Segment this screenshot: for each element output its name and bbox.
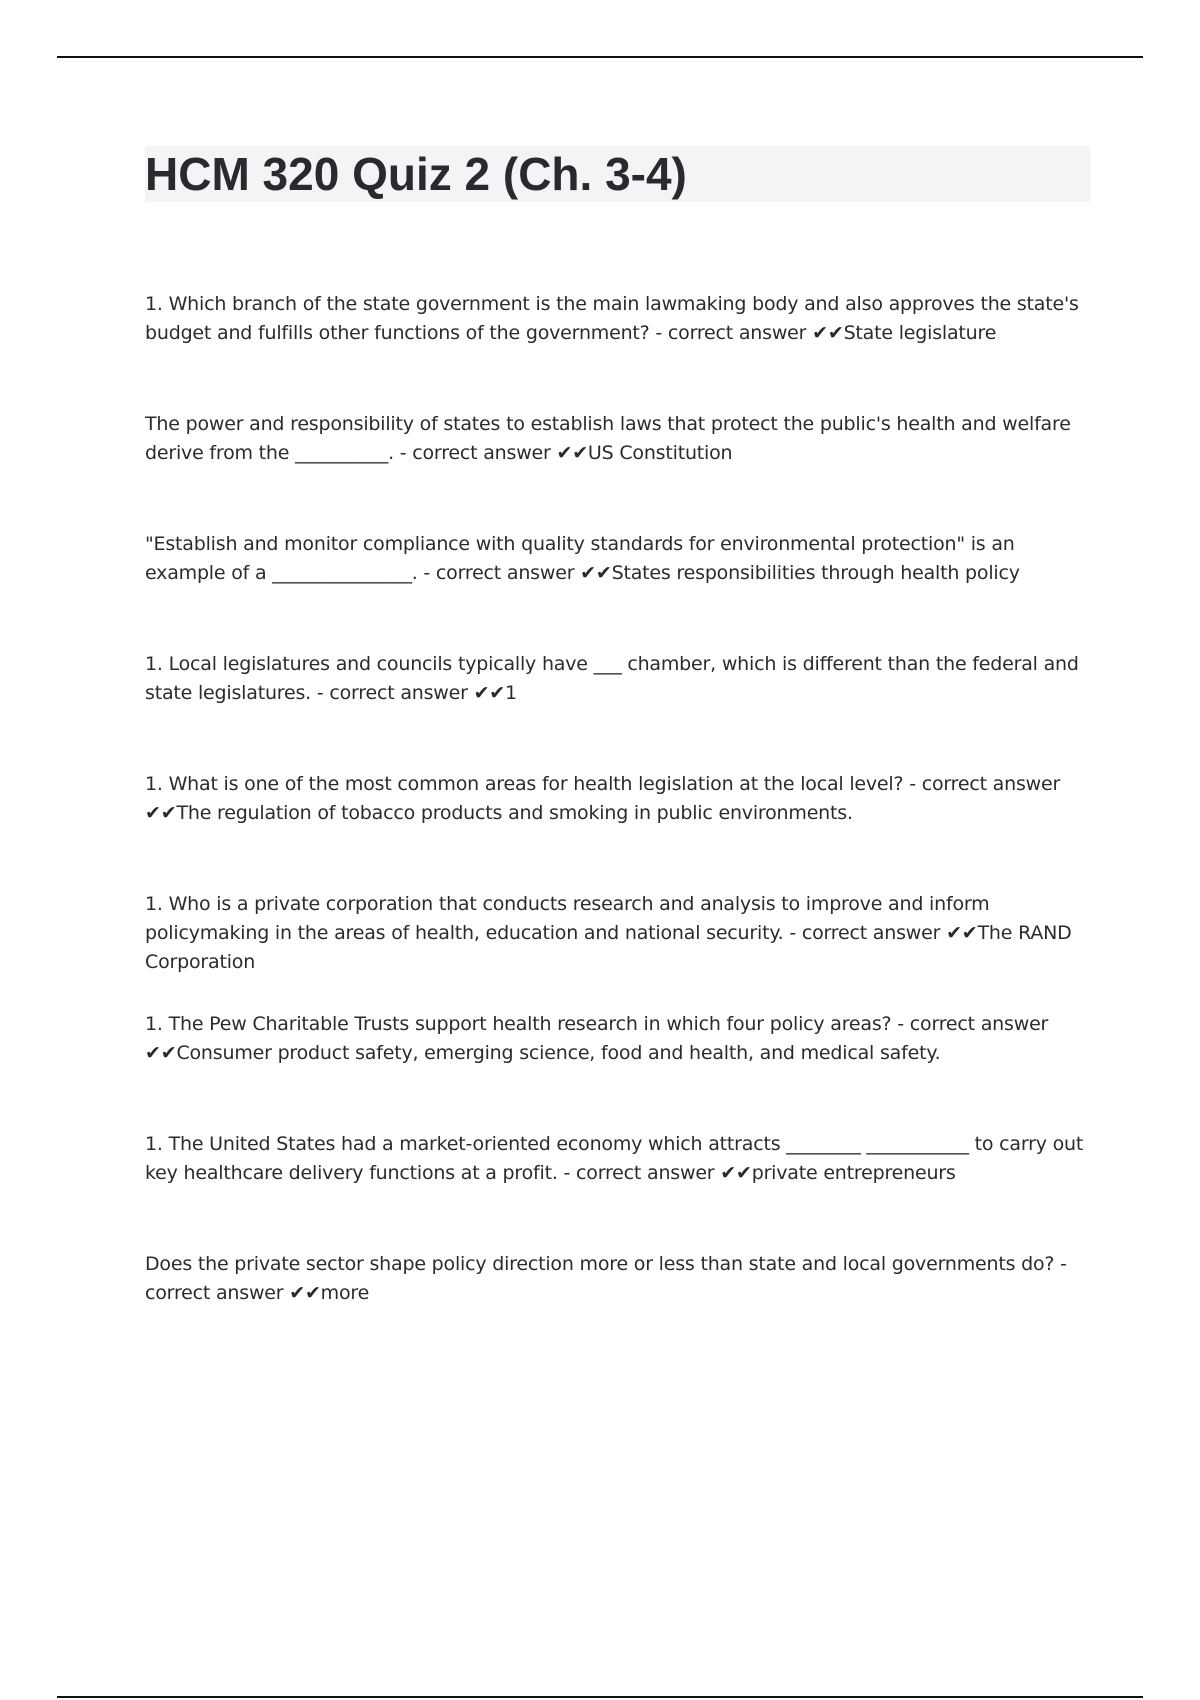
qa-entry: 1. Who is a private corporation that conducts research and analysis to improve and inform policymaking in the areas of health, education and national security. - correct answer ✔✔The RAND Corporation — [145, 893, 1072, 973]
qa-entry: 1. What is one of the most common areas for health legislation at the local level? - correct answer ✔✔The regulation of tobacco products and smoking in public environments. — [145, 773, 1061, 824]
page-title: HCM 320 Quiz 2 (Ch. 3-4) — [145, 148, 687, 200]
qa-entry: The power and responsibility of states to establish laws that protect the public's health and welfare derive from the __________. - correct answer ✔✔US Constitution — [145, 413, 1071, 464]
qa-entry: 1. The United States had a market-oriented economy which attracts ________ ___________ to carry out key healthcare delivery functions at a profit. - correct answer ✔✔private entrepreneurs — [145, 1133, 1084, 1184]
qa-entry: "Establish and monitor compliance with quality standards for environmental protection" is an example of a _______________. - correct answer ✔✔States responsibilities through health policy — [145, 533, 1020, 584]
qa-entry: 1. Which branch of the state government is the main lawmaking body and also approves the state's budget and fulfills other functions of the government? - correct answer ✔✔State legislature — [145, 293, 1079, 344]
qa-list — [145, 290, 1090, 1370]
qa-entry: Does the private sector shape policy direction more or less than state and local governments do? - correct answer ✔✔more — [145, 1253, 1067, 1304]
qa-entry: 1. Local legislatures and councils typically have ___ chamber, which is different than the federal and state legislatures. - correct answer ✔✔1 — [145, 653, 1079, 704]
top-rule — [57, 56, 1143, 58]
bottom-rule — [57, 1696, 1143, 1698]
qa-entry: 1. The Pew Charitable Trusts support health research in which four policy areas? - correct answer ✔✔Consumer product safety, emerging science, food and health, and medical safety. — [145, 1013, 1049, 1064]
